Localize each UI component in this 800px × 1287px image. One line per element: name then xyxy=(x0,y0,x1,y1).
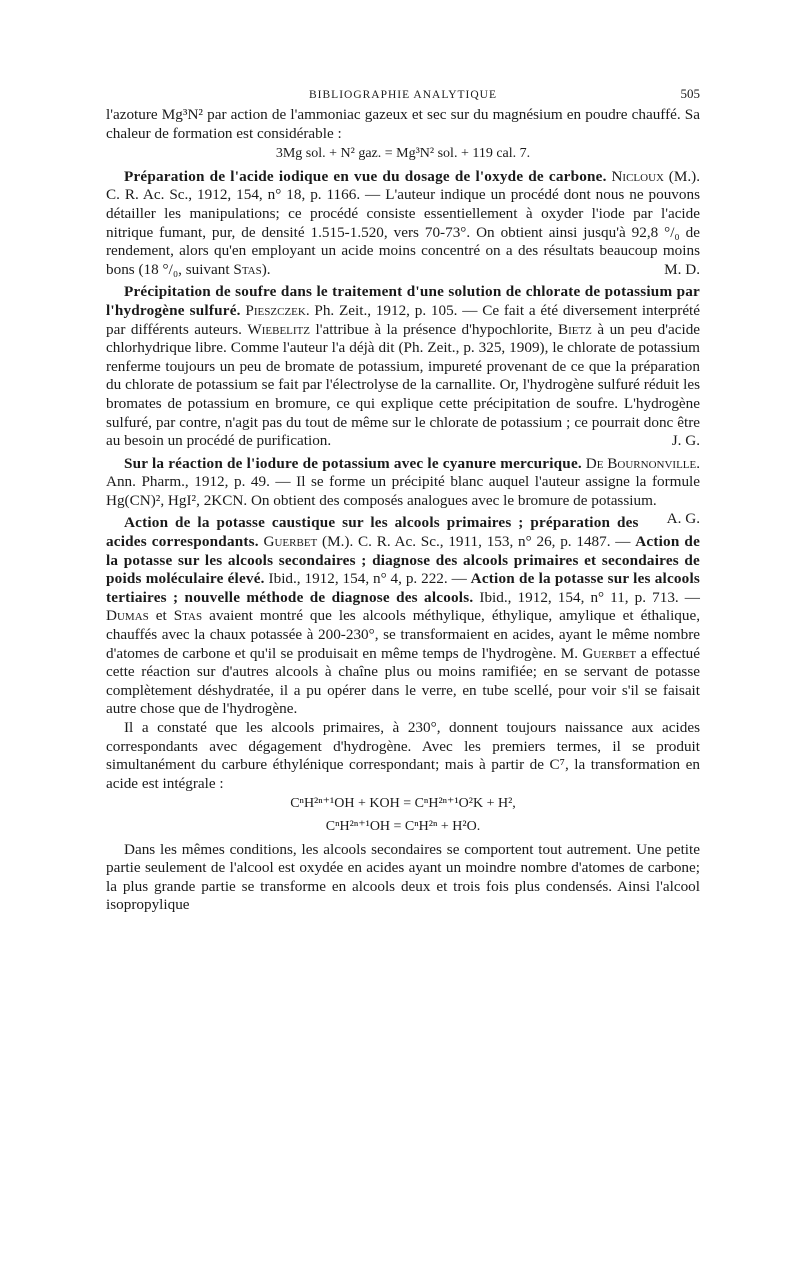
article-title: Préparation de l'acide iodique en vue du dosage de l'oxyde de carbone. xyxy=(124,167,607,185)
article-reference: (M.). C. R. Ac. Sc., 1911, 153, n° 26, p. 1487. — xyxy=(322,533,631,551)
article-title: Précipitation de soufre dans le traitement d'une solution de chlorate de potassium par l'hydrogène sulfuré. xyxy=(106,283,700,319)
article-body: L'auteur indique un procédé dont nous ne pouvons détailler les manipulations; ce procédé consiste essentiellement à oxyder l'iode par l'acide nitrique fumant, pur, de densité 1.515-1.520, vers 70-73°. On obtient ainsi jusqu'à 92,8 °/₀ de rendement, alors qu'en employant un acide moins concentré on a des résultats beaucoup moins bons (18 °/₀, suivant xyxy=(106,186,701,278)
cited-author: Guerbet xyxy=(582,644,637,662)
article-body: Ce fait a été diversement interprété par différents auteurs. xyxy=(106,301,701,338)
article-author: De Bournonville xyxy=(585,454,697,472)
article-reference: Ibid., 1912, 154, n° 11, p. 713. — xyxy=(479,588,700,606)
article-body: avaient montré que les alcools méthylique, éthylique, amylique et éthalique, chauffés avec la chaux potassée à 200-230°, se transformaient en acides, ayant le même nombre d'atomes de carbone et qu'il se produisait en même temps de l'hydrogène. M. xyxy=(106,607,701,662)
article-title: Sur la réaction de l'iodure de potassium avec le cyanure mercurique. xyxy=(124,454,582,472)
article-title: Action de la potasse sur les alcools tertiaires ; nouvelle méthode de diagnose des alcools. xyxy=(106,570,701,606)
article-title: Action de la potasse caustique sur les alcools primaires ; préparation des acides correspondants. xyxy=(106,514,639,551)
article-title: Action de la potasse sur les alcools secondaires ; diagnose des alcools primaires et secondaires de poids moléculaire élevé. xyxy=(106,533,701,588)
running-header xyxy=(106,84,700,106)
article-iodic-acid xyxy=(106,168,700,280)
article-author: Nicloux xyxy=(611,167,664,185)
article-signature: J. G. xyxy=(671,432,700,450)
header-title: BIBLIOGRAPHIE ANALYTIQUE xyxy=(309,89,497,101)
article-sulfur-precipitation xyxy=(106,283,700,450)
article-reference: . Ann. Pharm., 1912, p. 49. — xyxy=(106,454,701,491)
article-signature: A. G. xyxy=(666,510,700,528)
article-potassium-iodide xyxy=(106,454,701,528)
conjunction: et xyxy=(155,607,167,625)
intro-equation: 3Mg sol. + N² gaz. = Mg³N² sol. + 119 cal. 7. xyxy=(275,146,531,162)
article-caustic-potash xyxy=(106,514,700,719)
article-signature: M. D. xyxy=(664,260,700,278)
article-author: Guerbet xyxy=(263,533,318,551)
article-body: l'attribue à la présence d'hypochlorite, xyxy=(315,320,553,338)
cited-author: Wiebelitz xyxy=(247,320,311,338)
equation-1: CⁿH²ⁿ⁺¹OH + KOH = CⁿH²ⁿ⁺¹O²K + H², xyxy=(290,796,516,812)
article-body: a effectué cette réaction sur d'autres alcools à chaîne plus ou moins ramifiée; en se servant de potasse complètement déshydratée, il a pu opérer dans le verre, en tube scellé, pour voir s'il se faisait autre chose que de l'hydrogène. xyxy=(106,644,700,718)
equation-2: CⁿH²ⁿ⁺¹OH = CⁿH²ⁿ + H²O. xyxy=(325,818,481,834)
cited-author: Stas xyxy=(173,607,203,625)
cited-author: Bietz xyxy=(557,320,592,338)
page xyxy=(106,84,700,915)
paragraph-secondary-alcohols: Dans les mêmes conditions, les alcools secondaires se comportent tout autrement. Une petite partie seulement de l'alcool est oxydée en acides ayant un moindre nombre d'atomes de carbone; la plus grande partie se transforme en alcools deux et trois fois plus condensés. Ainsi l'alcool isopropylique xyxy=(106,840,700,914)
article-reference: (M.). C. R. Ac. Sc., 1912, 154, n° 18, p. 1166. — xyxy=(106,167,701,204)
cited-author: Stas xyxy=(233,260,262,278)
article-reference: . Ph. Zeit., 1912, p. 105. — xyxy=(305,301,478,319)
article-author: Pieszczek xyxy=(245,301,306,319)
article-body-end: ). xyxy=(261,260,271,278)
article-body: à un peu d'acide chlorhydrique libre. Comme l'auteur l'a déjà dit (Ph. Zeit., p. 325, 1909), le chlorate de potassium renferme toujours un peu de bromate de potassium, impureté provenant de ce que la préparation du chlorate de potassium se fait par l'électrolyse de la carnallite. Or, l'hydrogène sulfuré réduit les bromates de potassium en bromure, ce qui explique cette précipitation de soufre. L'hydrogène sulfuré, par contre, n'agit pas du tout de même sur le chlorate de potassium ; ce pourrait donc être au besoin un procédé de purification. xyxy=(106,320,701,450)
intro-paragraph: l'azoture Mg³N² par action de l'ammoniac gazeux et sec sur du magnésium en poudre chauffé. Sa chaleur de formation est considérable : xyxy=(106,106,700,142)
page-number: 505 xyxy=(680,86,700,101)
article-body: Il se forme un précipité blanc auquel l'auteur assigne la formule Hg(CN)², HgI², 2KCN. On obtient des composés analogues avec le bromure de potassium. xyxy=(106,473,701,509)
cited-author: Dumas xyxy=(106,607,149,625)
paragraph-primary-alcohols: Il a constaté que les alcools primaires, à 230°, donnent toujours naissance aux acides correspondants avec dégagement d'hydrogène. Avec les premiers termes, il se produit simultanément du carbure éthylénique correspondant; mais à partir de C⁷, la transformation en acide est intégrale : xyxy=(106,719,700,792)
article-reference: Ibid., 1912, 154, n° 4, p. 222. — xyxy=(268,570,467,588)
